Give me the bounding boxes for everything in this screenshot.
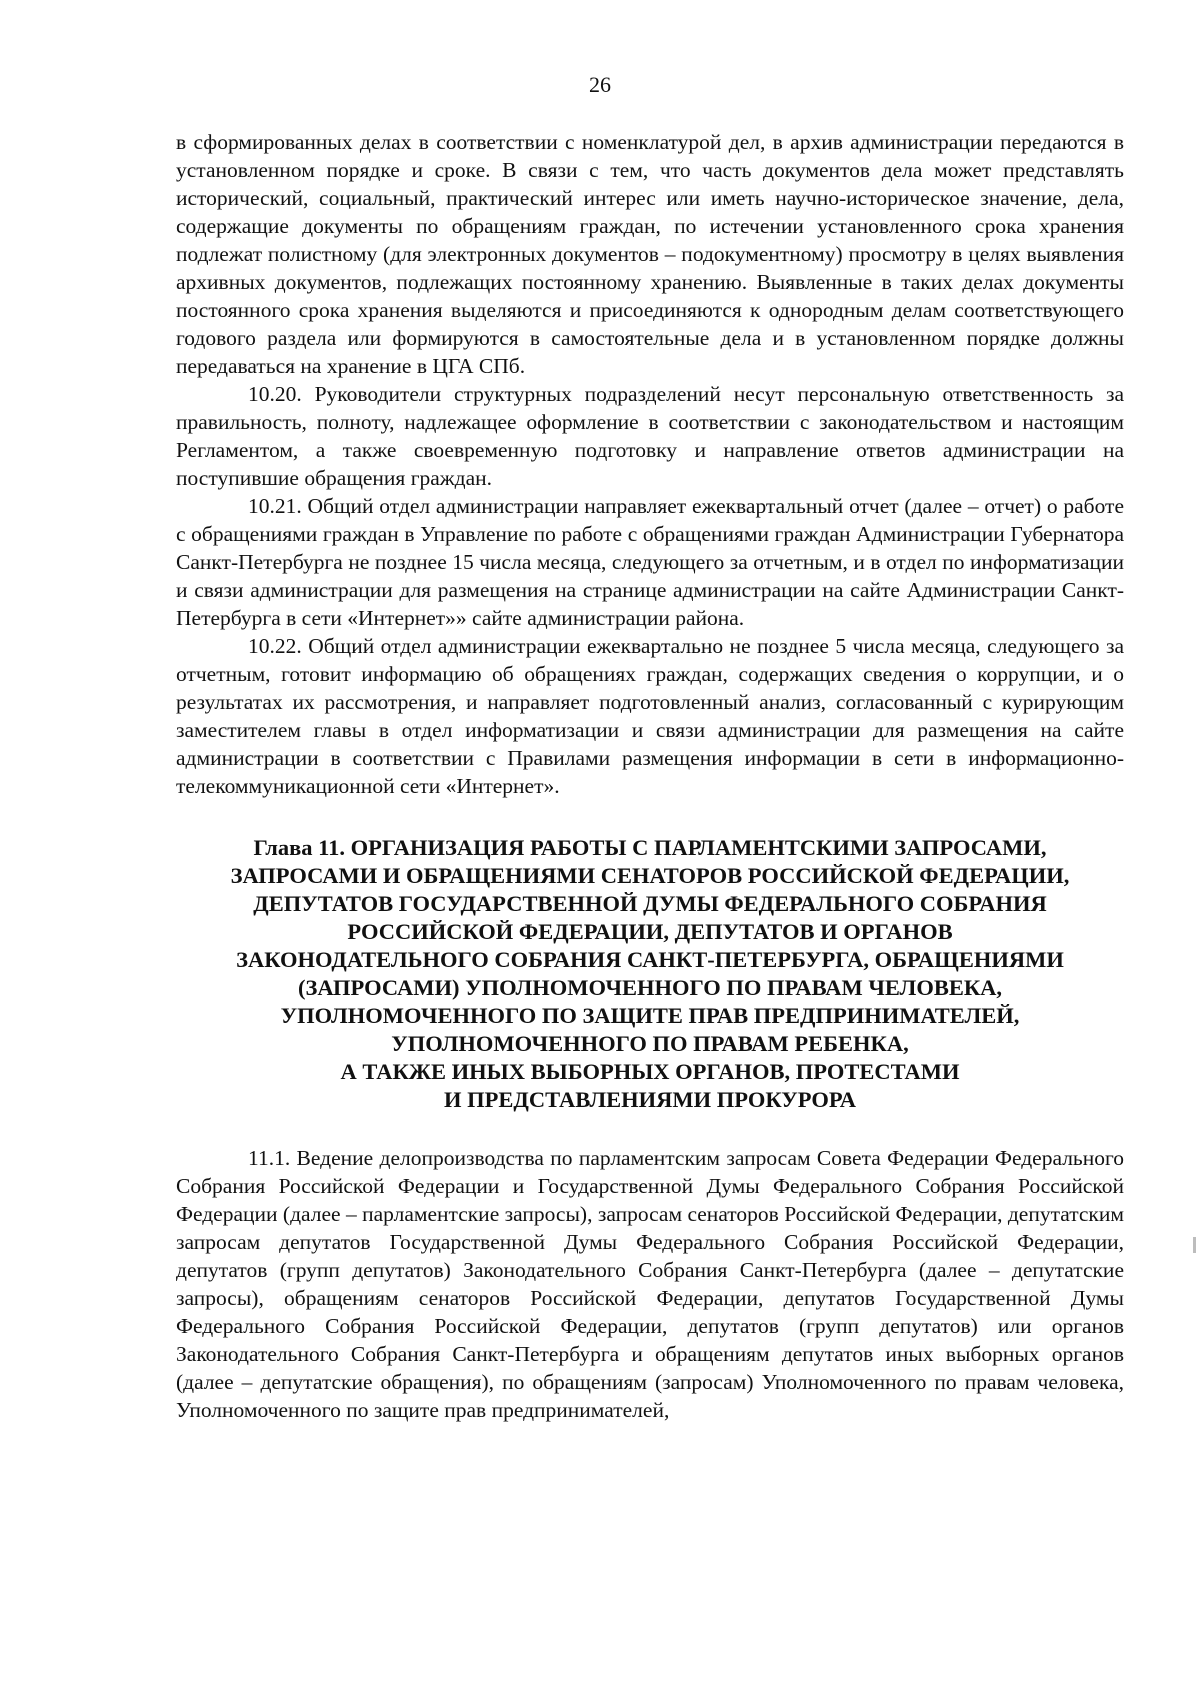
scan-artifact	[1193, 1237, 1196, 1253]
paragraph-text: в сформированных делах в соответствии с номенклатурой дел, в архив администрации передаются в установленном порядке и сроке. В связи с тем, что часть документов дела может представлять исторический, социальный, практический интерес или иметь научно-историческое значение, дела, содержащие документы по обращениям граждан, по истечении установленного срока хранения подлежат полистному (для электронных документов – подокументному) просмотру в целях выявления архивных документов, подлежащих постоянному хранению. Выявленные в таких делах документы постоянного срока хранения выделяются и присоединяются к однородным делам соответствующего годового раздела или формируются в самостоятельные дела и в установленном порядке должны передаваться на хранение в ЦГА СПб.	[176, 130, 1124, 378]
page-number: 26	[589, 72, 611, 97]
paragraph-10-21	[176, 492, 1124, 632]
heading-line: А ТАКЖЕ ИНЫХ ВЫБОРНЫХ ОРГАНОВ, ПРОТЕСТАМИ	[340, 1059, 960, 1084]
paragraph-number: 11.1.	[248, 1146, 291, 1170]
paragraph-10-22	[176, 632, 1124, 800]
heading-line: Глава 11. ОРГАНИЗАЦИЯ РАБОТЫ С ПАРЛАМЕНТСКИМИ ЗАПРОСАМИ,	[253, 835, 1047, 860]
heading-line: ЗАПРОСАМИ И ОБРАЩЕНИЯМИ СЕНАТОРОВ РОССИЙСКОЙ ФЕДЕРАЦИИ,	[230, 863, 1070, 888]
paragraph-text: Руководители структурных подразделений несут персональную ответственность за правильность, полноту, надлежащее оформление в соответствии с законодательством и настоящим Регламентом, а также своевременную подготовку и направление ответов администрации на поступившие обращения граждан.	[176, 382, 1125, 490]
heading-line: РОССИЙСКОЙ ФЕДЕРАЦИИ, ДЕПУТАТОВ И ОРГАНОВ	[347, 919, 953, 944]
heading-line: УПОЛНОМОЧЕННОГО ПО ЗАЩИТЕ ПРАВ ПРЕДПРИНИМАТЕЛЕЙ,	[280, 1003, 1020, 1028]
paragraph-10-20	[176, 380, 1124, 492]
paragraph-11-1	[176, 1144, 1124, 1424]
heading-line: (ЗАПРОСАМИ) УПОЛНОМОЧЕННОГО ПО ПРАВАМ ЧЕЛОВЕКА,	[297, 975, 1003, 1000]
heading-line: И ПРЕДСТАВЛЕНИЯМИ ПРОКУРОРА	[444, 1087, 856, 1112]
paragraph-text: Общий отдел администрации ежеквартально не позднее 5 числа месяца, следующего за отчетным, готовит информацию об обращениях граждан, содержащих сведения о коррупции, и о результатах их рассмотрения, и направляет подготовленный анализ, согласованный с курирующим заместителем главы в отдел информатизации и связи администрации для размещения на сайте администрации в соответствии с Правилами размещения информации в сети в информационно-телекоммуникационной сети «Интернет».	[176, 634, 1125, 798]
paragraph-number: 10.21.	[248, 494, 302, 518]
paragraph-10-19-continuation	[176, 128, 1124, 380]
paragraph-number: 10.20.	[248, 382, 302, 406]
paragraph-text: Ведение делопроизводства по парламентским запросам Совета Федерации Федерального Собрания Российской Федерации и Государственной Думы Федерального Собрания Российской Федерации (далее – парламентские запросы), запросам сенаторов Российской Федерации, депутатским запросам депутатов Государственной Думы Федерального Собрания Российской Федерации, депутатов (групп депутатов) Законодательного Собрания Санкт-Петербурга (далее – депутатские запросы), обращениям сенаторов Российской Федерации, депутатов Государственной Думы Федерального Собрания Российской Федерации, депутатов (групп депутатов) или органов Законодательного Собрания Санкт-Петербурга и обращениям депутатов иных выборных органов (далее – депутатские обращения), по обращениям (запросам) Уполномоченного по правам человека, Уполномоченного по защите прав предпринимателей,	[176, 1146, 1125, 1422]
chapter-11-heading	[176, 834, 1124, 1114]
heading-line: ЗАКОНОДАТЕЛЬНОГО СОБРАНИЯ САНКТ-ПЕТЕРБУРГА, ОБРАЩЕНИЯМИ	[236, 947, 1064, 972]
heading-line: УПОЛНОМОЧЕННОГО ПО ПРАВАМ РЕБЕНКА,	[391, 1031, 909, 1056]
paragraph-number: 10.22.	[248, 634, 302, 658]
heading-line: ДЕПУТАТОВ ГОСУДАРСТВЕННОЙ ДУМЫ ФЕДЕРАЛЬНОГО СОБРАНИЯ	[253, 891, 1047, 916]
paragraph-text: Общий отдел администрации направляет ежеквартальный отчет (далее – отчет) о работе с обращениями граждан в Управление по работе с обращениями граждан Администрации Губернатора Санкт-Петербурга не позднее 15 числа месяца, следующего за отчетным, и в отдел по информатизации и связи администрации для размещения на странице администрации на сайте Администрации Санкт-Петербурга в сети «Интернет»» сайте администрации района.	[176, 494, 1125, 630]
document-body	[176, 128, 1124, 1424]
